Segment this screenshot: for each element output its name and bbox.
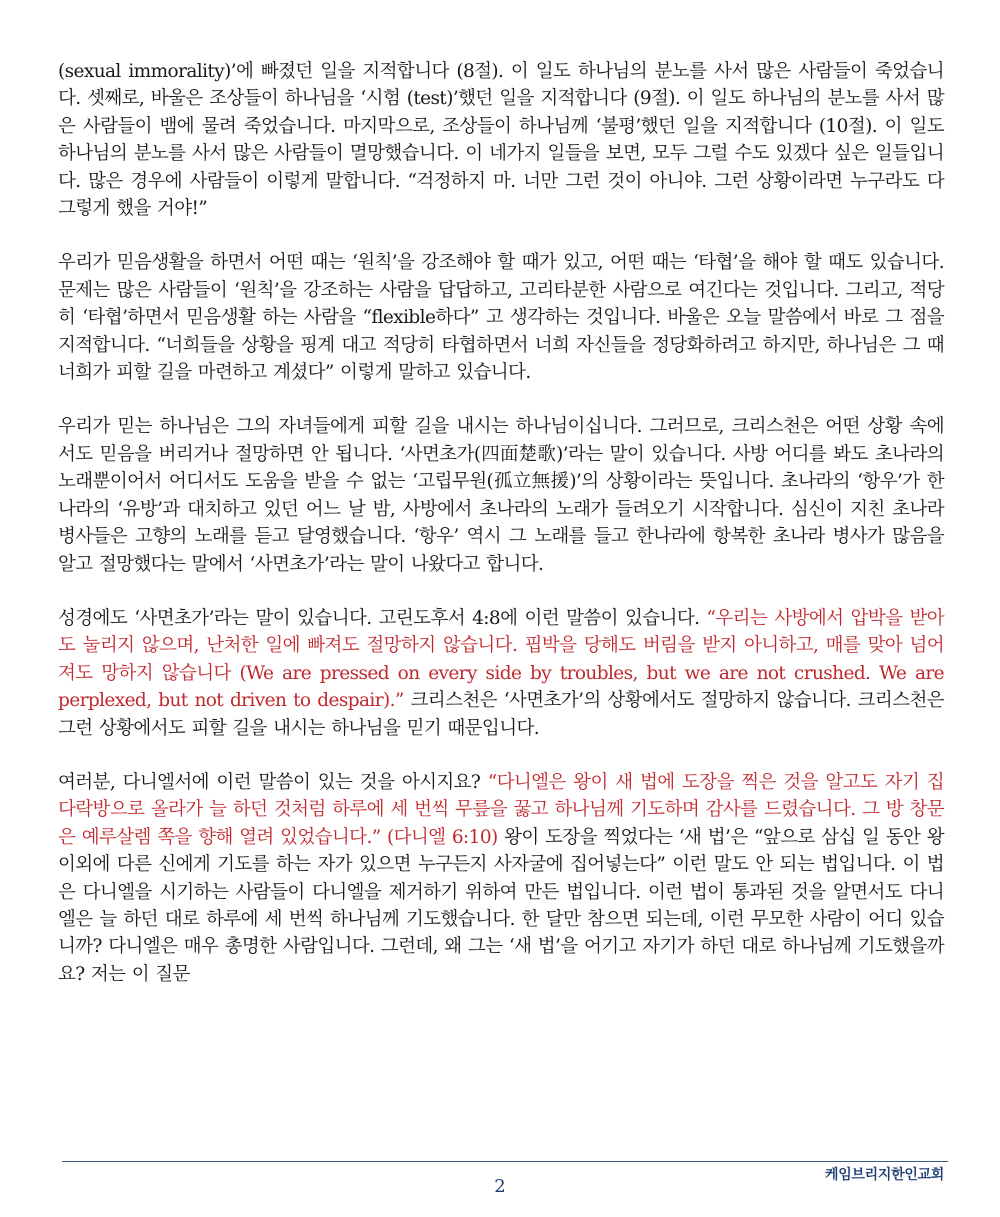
paragraph-1-text: (sexual immorality)’에 빠졌던 일을 지적합니다 (8절). 이 일도 하나님의 분노를 사서 많은 사람들이 죽었습니다. 셋째로, 바울은 조상들이 하나님을 ‘시험 (test)’했던 일을 지적합니다 (9절). 이 일도 하나님의 분노를 사서 많은 사람들이 뱀에 물려 죽었습니다. 마지막으로, 조상들이 하나님께 ‘불평’했던 일을 지적합니다 (10절). 이 일도 하나님의 분노를 사서 많은 사람들이 멸망했습니다. 이 네가지 일들을 보면, 모두 그럴 수도 있겠다 싶은 일들입니다. 많은 경우에 사람들이 이렇게 말합니다. “걱정하지 마. 너만 그런 것이 아니야. 그런 상황이라면 누구라도 다 그렇게 했을 거야!” [58, 61, 944, 220]
paragraph-5-scripture-quote: “다니엘은 왕이 새 법에 도장을 찍은 것을 알고도 자기 집 다락방으로 올라가 늘 하던 것처럼 하루에 세 번씩 무릎을 꿇고 하나님께 기도하며 감사를 드렸습니다. 그 방 창문은 예루살렘 쪽을 향해 열려 있었습니다.” (다니엘 6:10) [58, 771, 944, 848]
paragraph-1 [58, 58, 944, 222]
footer-divider [62, 1161, 948, 1162]
paragraph-4 [58, 605, 944, 742]
paragraph-3-text: 우리가 믿는 하나님은 그의 자녀들에게 피할 길을 내시는 하나님이십니다. 그러므로, 크리스천은 어떤 상황 속에서도 믿음을 버리거나 절망하면 안 됩니다. ‘사면초가(四面楚歌)’라는 말이 있습니다. 사방 어디를 봐도 초나라의 노래뿐이어서 어디서도 도움을 받을 수 없는 ‘고립무원(孤立無援)’의 상황이라는 뜻입니다. 초나라의 ‘항우’가 한나라의 ‘유방’과 대치하고 있던 어느 날 밤, 사방에서 초나라의 노래가 들려오기 시작합니다. 심신이 지친 초나라 병사들은 고향의 노래를 듣고 달영했습니다. ‘항우’ 역시 그 노래를 들고 한나라에 항복한 초나라 병사가 많음을 알고 절망했다는 말에서 ‘사면초가’라는 말이 나왔다고 합니다. [58, 416, 944, 575]
footer-church-name: 케임브리지한인교회 [824, 1167, 944, 1183]
paragraph-4-text-outro: 크리스천은 ‘사면초가’의 상황에서도 절망하지 않습니다. 크리스천은 그런 상황에서도 피할 길을 내시는 하나님을 믿기 때문입니다. [58, 690, 945, 739]
paragraph-5 [58, 769, 944, 988]
paragraph-2-text: 우리가 믿음생활을 하면서 어떤 때는 ‘원칙’을 강조해야 할 때가 있고, 어떤 때는 ‘타협’을 해야 할 때도 있습니다. 문제는 많은 사람들이 ‘원칙’을 강조하는 사람을 답답하고, 고리타분한 사람으로 여긴다는 것입니다. 그리고, 적당히 ‘타협’하면서 믿음생활 하는 사람을 “flexible하다” 고 생각하는 것입니다. 바울은 오늘 말씀에서 바로 그 점을 지적합니다. “너희들을 상황을 핑계 대고 적당히 타협하면서 너희 자신들을 정당화하려고 하지만, 하나님은 그 때 너희가 피할 길을 마련하고 계셨다” 이렇게 말하고 있습니다. [58, 252, 944, 384]
paragraph-4-scripture-quote: “우리는 사방에서 압박을 받아도 눌리지 않으며, 난처한 일에 빠져도 절망하지 않습니다. 핍박을 당해도 버림을 받지 아니하고, 매를 맞아 넘어져도 망하지 않습니다 (We are pressed on every side by troubles, but we are not crushed. We are perplexed, but not driven to despair).” [58, 607, 945, 712]
paragraph-3 [58, 413, 944, 577]
page-number: 2 [494, 1176, 506, 1197]
document-body [58, 58, 944, 1015]
paragraph-5-text-intro: 여러분, 다니엘서에 이런 말씀이 있는 것을 아시지요? [58, 771, 488, 793]
paragraph-5-text-outro: 왕이 도장을 찍었다는 ‘새 법’은 “앞으로 삼십 일 동안 왕 이외에 다른 신에게 기도를 하는 자가 있으면 누구든지 사자굴에 집어넣는다” 이런 말도 안 되는 법입니다. 이 법은 다니엘을 시기하는 사람들이 다니엘을 제거하기 위하여 만든 법입니다. 이런 법이 통과된 것을 알면서도 다니엘은 늘 하던 대로 하루에 세 번씩 하나님께 기도했습니다. 한 달만 참으면 되는데, 이런 무모한 사람이 어디 있습니까? 다니엘은 매우 총명한 사람입니다. 그런데, 왜 그는 ‘새 법’을 어기고 자기가 하던 대로 하나님께 기도했을까요? 저는 이 질문 [58, 826, 944, 985]
paragraph-2 [58, 249, 944, 386]
paragraph-4-text-intro: 성경에도 ‘사면초가’라는 말이 있습니다. 고린도후서 4:8에 이런 말씀이 있습니다. [58, 607, 707, 629]
